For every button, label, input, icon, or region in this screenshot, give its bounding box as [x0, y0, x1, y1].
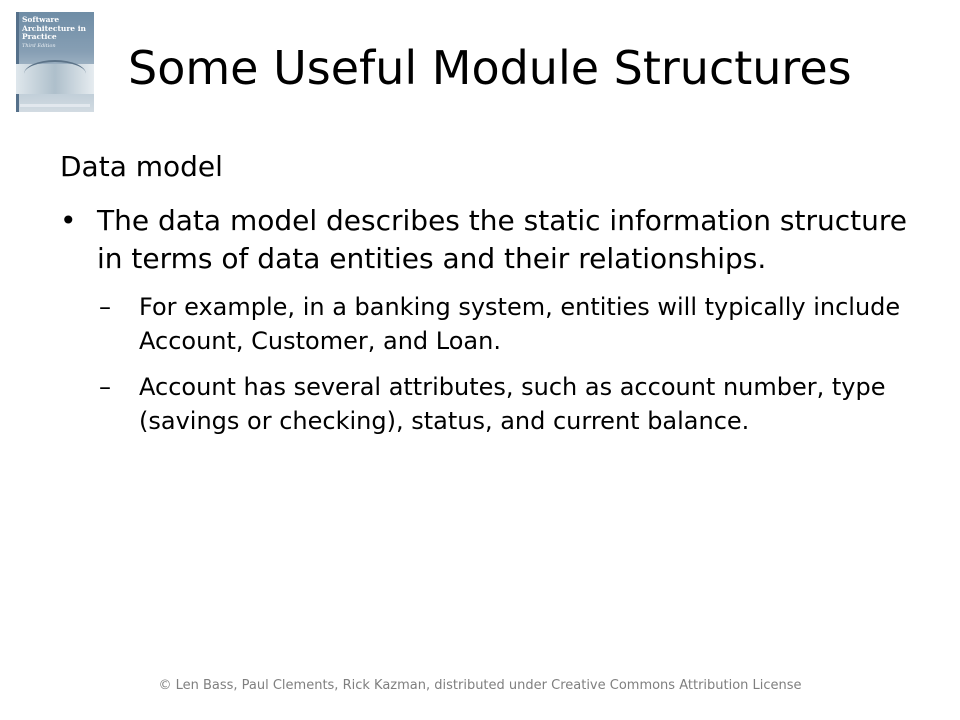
bullet-item	[60, 202, 920, 278]
sub-bullet-marker: –	[99, 373, 111, 401]
bullet-marker: •	[60, 204, 77, 237]
book-cover-edition: Third Edition	[22, 43, 56, 49]
sub-bullet-marker: –	[99, 293, 111, 321]
book-cover-arch	[24, 60, 86, 88]
book-cover-title: Software Architecture in Practice	[22, 15, 86, 41]
sub-bullet-text: For example, in a banking system, entities will typically include Account, Customer, and Loan.	[139, 293, 901, 355]
slide-body	[60, 148, 920, 438]
section-heading: Data model	[60, 150, 223, 183]
sub-bullet-text: Account has several attributes, such as account number, type (savings or checking), status, and current balance.	[139, 373, 886, 435]
book-cover-spine	[16, 12, 19, 112]
bullet-text: The data model describes the static information structure in terms of data entities and their relationships.	[97, 204, 907, 275]
sub-bullet-item	[97, 290, 920, 358]
copyright-footer: © Len Bass, Paul Clements, Rick Kazman, distributed under Creative Commons Attribution License	[158, 678, 802, 693]
slide-title: Some Useful Module Structures	[128, 41, 852, 95]
book-cover-authors-strip	[20, 104, 90, 107]
book-cover-image	[16, 12, 94, 112]
sub-bullet-item	[97, 370, 920, 438]
